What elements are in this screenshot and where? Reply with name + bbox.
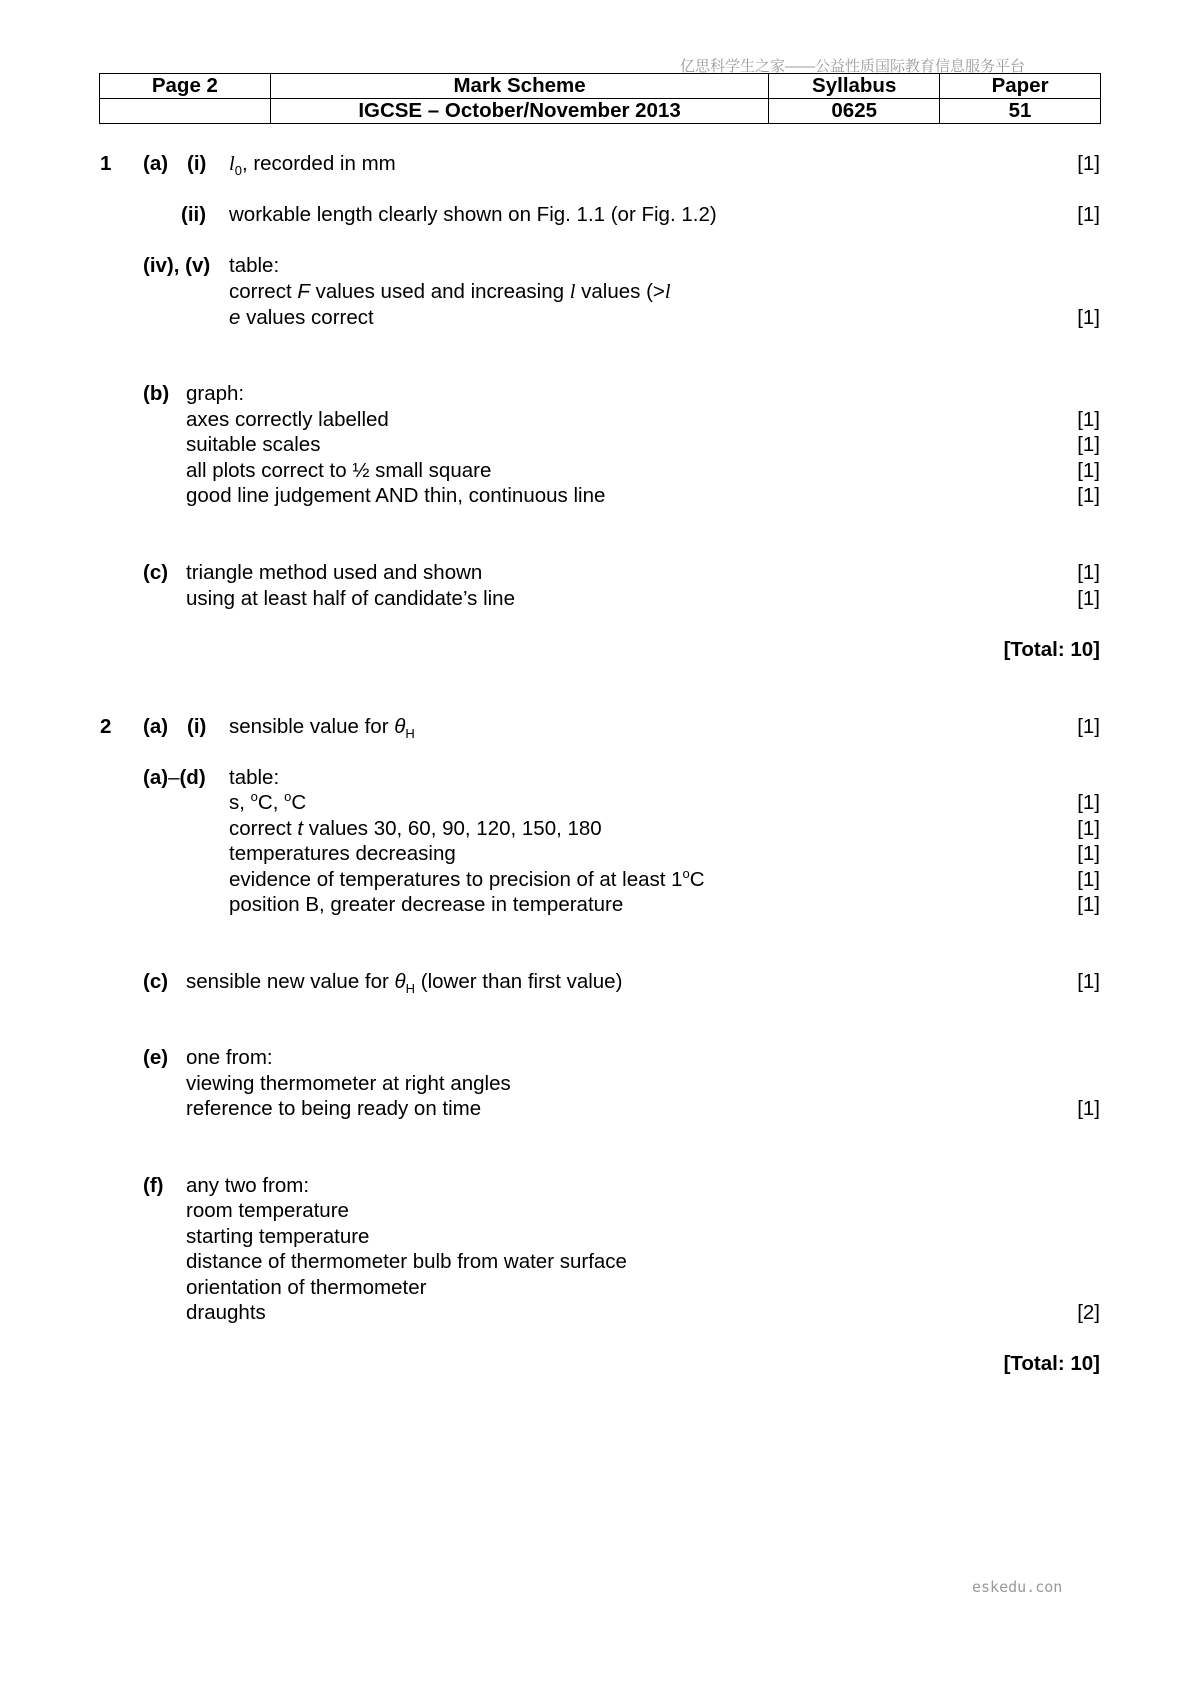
- q2-ad-label-d: (d): [179, 766, 206, 789]
- q2-ad-mark: [1]: [1077, 893, 1100, 916]
- watermark-top: 亿思科学生之家——公益性质国际教育信息服务平台: [680, 58, 1026, 75]
- header-paper: 51: [940, 99, 1101, 124]
- q1-l-sub: 0: [234, 163, 242, 179]
- q1-a-ii-mark: [1]: [1077, 203, 1100, 226]
- q1-iv-var-l: l: [569, 281, 576, 303]
- q1-iv-line3-rest: values correct: [240, 306, 374, 329]
- q1-iv-line3: [229, 305, 374, 331]
- q2-f-mark: [2]: [1077, 1301, 1100, 1324]
- q2-ad-s: s,: [229, 791, 251, 814]
- q1-b-mark: [1]: [1077, 433, 1100, 456]
- q1-number: 1: [100, 152, 112, 175]
- q2-a-i-label: (i): [187, 715, 207, 738]
- q2-ad-dash: –: [168, 766, 180, 789]
- q2-e-mark: [1]: [1077, 1097, 1100, 1120]
- q1-b-line: good line judgement AND thin, continuous line: [186, 484, 606, 507]
- q1-a-i-mark: [1]: [1077, 152, 1100, 175]
- q2-f-line: draughts: [186, 1301, 266, 1324]
- q2-a-i-text: [229, 714, 415, 740]
- q2-ad-c3: C: [689, 868, 705, 891]
- q1-b-line: suitable scales: [186, 433, 321, 456]
- q1-a-i-label: (i): [187, 152, 207, 175]
- q1-iv-line2-c: values (>: [575, 280, 665, 303]
- q2-f-line: room temperature: [186, 1199, 349, 1222]
- q1-b-mark: [1]: [1077, 459, 1100, 482]
- q2-total: [Total: 10]: [1003, 1352, 1100, 1375]
- q2-c-text-a: sensible new value for: [186, 970, 395, 993]
- q2-ad-mark: [1]: [1077, 817, 1100, 840]
- header-syllabus: 0625: [769, 99, 940, 124]
- q1-b-line: axes correctly labelled: [186, 408, 389, 431]
- header-mark-scheme: Mark Scheme: [270, 74, 768, 99]
- watermark-bottom: eskedu.con: [972, 1578, 1063, 1596]
- q2-a-i-desc: sensible value for: [229, 715, 395, 738]
- header-exam: IGCSE – October/November 2013: [270, 99, 768, 124]
- q1-b-line: all plots correct to ½ small square: [186, 459, 492, 482]
- header-syllabus-label: Syllabus: [769, 74, 940, 99]
- q2-e-line: viewing thermometer at right angles: [186, 1072, 511, 1095]
- q2-e-line: one from:: [186, 1046, 273, 1069]
- q1-c-line: triangle method used and shown: [186, 561, 483, 584]
- q2-ad-mark: [1]: [1077, 868, 1100, 891]
- header-page: Page 2: [100, 74, 271, 99]
- q1-l-var: l: [229, 153, 235, 175]
- q1-a-ii-text: workable length clearly shown on Fig. 1.1 (or Fig. 1.2): [229, 203, 717, 226]
- q1-a-ii-label: (ii): [181, 203, 207, 226]
- q1-b-mark: [1]: [1077, 484, 1100, 507]
- q1-iv-line2: [229, 279, 671, 305]
- q2-theta-sub: H: [405, 726, 415, 742]
- q2-c-text: [186, 969, 622, 995]
- header-empty: [100, 99, 271, 124]
- q2-f-label: (f): [143, 1174, 164, 1197]
- q2-a-i-mark: [1]: [1077, 715, 1100, 738]
- q2-theta: θ: [394, 715, 406, 738]
- q2-ad-c2: C: [291, 791, 307, 814]
- q1-iv-var-F: F: [297, 280, 310, 303]
- q2-ad-line3: [229, 816, 602, 842]
- q1-c-mark: [1]: [1077, 587, 1100, 610]
- q2-ad-c1: C,: [257, 791, 285, 814]
- q2-f-line: any two from:: [186, 1174, 310, 1197]
- q1-a-label: (a): [143, 152, 169, 175]
- q2-ad-line6: position B, greater decrease in temperature: [229, 893, 624, 916]
- q2-c-text-b: (lower than first value): [415, 970, 623, 993]
- q2-c-theta: θ: [394, 970, 406, 993]
- q1-c-line: using at least half of candidate’s line: [186, 587, 515, 610]
- q2-ad-deg1: o: [250, 789, 258, 805]
- q1-iv-line2-b: values used and increasing: [309, 280, 570, 303]
- header-table: [99, 73, 1101, 124]
- q2-f-line: distance of thermometer bulb from water surface: [186, 1250, 627, 1273]
- q1-iv-mark: [1]: [1077, 306, 1100, 329]
- q2-ad-line3-a: correct: [229, 817, 298, 840]
- q2-ad-line1: table:: [229, 766, 280, 789]
- q2-ad-mark: [1]: [1077, 791, 1100, 814]
- q2-c-theta-sub: H: [405, 981, 416, 997]
- q2-ad-deg3: o: [682, 866, 690, 882]
- q2-e-line: reference to being ready on time: [186, 1097, 482, 1120]
- q2-ad-var-t: t: [297, 817, 304, 840]
- q2-e-label: (e): [143, 1046, 169, 1069]
- q1-b-line: graph:: [186, 382, 245, 405]
- q2-f-line: starting temperature: [186, 1225, 370, 1248]
- header-paper-label: Paper: [940, 74, 1101, 99]
- q2-ad-label-a: (a): [143, 766, 169, 789]
- q1-b-label: (b): [143, 382, 170, 405]
- q2-c-label: (c): [143, 970, 169, 993]
- q2-ad-line2: [229, 790, 306, 816]
- q2-ad-mark: [1]: [1077, 842, 1100, 865]
- q2-f-line: orientation of thermometer: [186, 1276, 427, 1299]
- q2-ad-line5-a: evidence of temperatures to precision of at least 1: [229, 868, 683, 891]
- q2-a-label: (a): [143, 715, 169, 738]
- q1-iv-line2-a: correct: [229, 280, 298, 303]
- q1-b-mark: [1]: [1077, 408, 1100, 431]
- q2-ad-line5: [229, 867, 705, 893]
- q1-iv-line1: table:: [229, 254, 280, 277]
- q2-c-mark: [1]: [1077, 970, 1100, 993]
- q1-c-mark: [1]: [1077, 561, 1100, 584]
- q1-a-i-text: [229, 151, 396, 177]
- q1-c-label: (c): [143, 561, 169, 584]
- q2-ad-line4: temperatures decreasing: [229, 842, 456, 865]
- q1-iv-var-e: e: [229, 306, 241, 329]
- q1-a-i-desc: , recorded in mm: [241, 152, 396, 175]
- q1-total: [Total: 10]: [1003, 638, 1100, 661]
- q1-iv-label: (iv), (v): [143, 254, 211, 277]
- q1-iv-var-l2: l: [664, 281, 671, 303]
- q2-ad-deg2: o: [284, 789, 292, 805]
- q2-number: 2: [100, 715, 112, 738]
- q2-ad-label: [143, 765, 206, 791]
- q2-ad-line3-b: values 30, 60, 90, 120, 150, 180: [303, 817, 602, 840]
